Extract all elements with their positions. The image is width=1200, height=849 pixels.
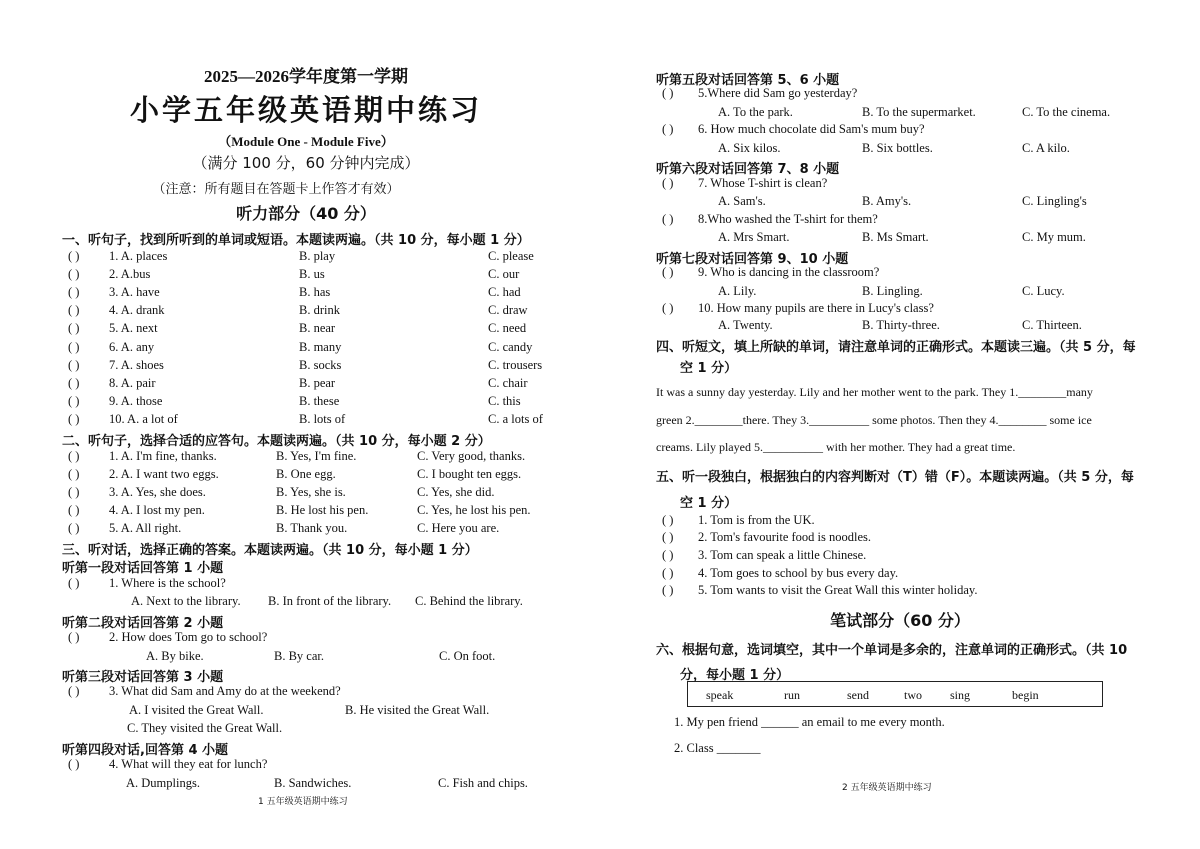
option-a: A. By bike. (146, 649, 204, 663)
part5-title-cont: 空 1 分） (680, 496, 738, 511)
part6-title: 六、根据句意，选词填空，其中一个单词是多余的，注意单词的正确形式。（共 10 (656, 643, 1128, 658)
option-c: C. My mum. (1022, 230, 1086, 244)
option-c: C. I bought ten eggs. (417, 467, 522, 481)
option-b: B. Six bottles. (862, 141, 933, 155)
option-b: B. Thank you. (276, 521, 348, 535)
passage-line: It was a sunny day yesterday. Lily and her mother went to the park. They 1.________many (656, 385, 1093, 399)
question: 5.Where did Sam go yesterday? (698, 86, 858, 100)
option-c: C. To the cinema. (1022, 105, 1111, 119)
answer-bracket[interactable]: ( ) (662, 265, 674, 279)
statement: 3. Tom can speak a little Chinese. (698, 548, 867, 562)
option-b: B. By car. (274, 649, 324, 663)
dialogue-label: 听第三段对话回答第 3 小题 (62, 670, 224, 685)
option-b: B. us (299, 267, 325, 281)
option-b: B. Lingling. (862, 284, 923, 298)
option-a: 2. A. I want two eggs. (109, 467, 219, 481)
option-a: A. Sam's. (718, 194, 766, 208)
word-bank-item: sing (950, 688, 971, 702)
answer-bracket[interactable]: ( ) (662, 548, 674, 562)
option-c: C. had (488, 285, 521, 299)
answer-bracket[interactable]: ( ) (68, 303, 80, 317)
option-c: C. Lingling's (1022, 194, 1087, 208)
dialogue-label: 听第四段对话,回答第 4 小题 (62, 743, 229, 758)
answer-bracket[interactable]: ( ) (68, 285, 80, 299)
answer-bracket[interactable]: ( ) (68, 630, 80, 644)
answer-bracket[interactable]: ( ) (68, 503, 80, 517)
option-a: A. Next to the library. (131, 594, 241, 608)
option-a: A. Lily. (718, 284, 757, 298)
option-b: B. lots of (299, 412, 346, 426)
option-a: 5. A. next (109, 321, 158, 335)
option-b: B. To the supermarket. (862, 105, 976, 119)
part6-title-cont: 分，每小题 1 分） (680, 668, 790, 683)
option-c: C. Thirteen. (1022, 318, 1082, 332)
answer-bracket[interactable]: ( ) (68, 467, 80, 481)
page-footer: 1 五年级英语期中练习 (258, 797, 348, 807)
option-c: C. trousers (488, 358, 543, 372)
option-b: B. these (299, 394, 340, 408)
option-a: 5. A. All right. (109, 521, 182, 535)
option-a: 6. A. any (109, 340, 155, 354)
answer-bracket[interactable]: ( ) (68, 358, 80, 372)
option-b: B. He visited the Great Wall. (345, 703, 490, 717)
fill-sentence: 2. Class _______ (674, 741, 761, 755)
answer-bracket[interactable]: ( ) (68, 576, 80, 590)
answer-bracket[interactable]: ( ) (68, 521, 80, 535)
part5-title: 五、听一段独白，根据独白的内容判断对（T）错（F）。本题读两遍。（共 5 分，每 (656, 470, 1134, 485)
option-a: 4. A. drank (109, 303, 165, 317)
option-a: 1. A. I'm fine, thanks. (109, 449, 217, 463)
question: 9. Who is dancing in the classroom? (698, 265, 880, 279)
option-b: B. pear (299, 376, 336, 390)
answer-bracket[interactable]: ( ) (68, 394, 80, 408)
part2-title: 二、听句子，选择合适的应答句。本题读两遍。（共 10 分，每小题 2 分） (62, 434, 491, 449)
passage-line: green 2.________there. They 3.__________ some photos. Then they 4.________ some ice (656, 413, 1092, 427)
option-c: C. A kilo. (1022, 141, 1070, 155)
answer-bracket[interactable]: ( ) (68, 757, 80, 771)
option-a: 3. A. have (109, 285, 160, 299)
option-c: C. Yes, she did. (417, 485, 495, 499)
statement: 5. Tom wants to visit the Great Wall this winter holiday. (698, 583, 978, 597)
notice: （注意：所有题目在答题卡上作答才有效） (152, 182, 400, 197)
part3-title: 三、听对话，选择正确的答案。本题读两遍。（共 10 分，每小题 1 分） (62, 543, 478, 558)
word-bank-item: speak (706, 688, 734, 702)
question: 3. What did Sam and Amy do at the weekend? (109, 684, 341, 698)
answer-bracket[interactable]: ( ) (68, 249, 80, 263)
passage-line: creams. Lily played 5.__________ with her mother. They had a great time. (656, 440, 1016, 454)
word-bank-item: send (847, 688, 869, 702)
page-title: 小学五年级英语期中练习 (129, 93, 483, 127)
option-c: C. please (488, 249, 534, 263)
option-c: C. chair (488, 376, 528, 390)
statement: 2. Tom's favourite food is noodles. (698, 530, 872, 544)
option-a: A. Twenty. (718, 318, 773, 332)
option-c: C. Yes, he lost his pen. (417, 503, 531, 517)
dialogue-label: 听第一段对话回答第 1 小题 (62, 561, 224, 576)
school-year: 2025—2026学年度第一学期 (204, 67, 408, 86)
answer-bracket[interactable]: ( ) (68, 376, 80, 390)
option-a: 8. A. pair (109, 376, 156, 390)
option-b: B. many (299, 340, 342, 354)
option-c: C. draw (488, 303, 528, 317)
option-b: B. Ms Smart. (862, 230, 929, 244)
answer-bracket[interactable]: ( ) (662, 122, 674, 136)
option-a: A. Mrs Smart. (718, 230, 790, 244)
answer-bracket[interactable]: ( ) (68, 449, 80, 463)
option-a: 10. A. a lot of (109, 412, 178, 426)
option-b: B. has (299, 285, 331, 299)
option-b: B. Thirty-three. (862, 318, 940, 332)
option-a: 2. A.bus (109, 267, 151, 281)
question: 2. How does Tom go to school? (109, 630, 268, 644)
answer-bracket[interactable]: ( ) (662, 212, 674, 226)
answer-bracket[interactable]: ( ) (68, 321, 80, 335)
question: 10. How many pupils are there in Lucy's class? (698, 301, 934, 315)
option-c: C. They visited the Great Wall. (127, 721, 283, 735)
option-c: C. candy (488, 340, 533, 354)
option-b: B. play (299, 249, 336, 263)
option-c: C. Fish and chips. (438, 776, 528, 790)
option-c: C. Lucy. (1022, 284, 1065, 298)
dialogue-label: 听第七段对话回答第 9、10 小题 (656, 252, 849, 267)
option-b: B. Amy's. (862, 194, 912, 208)
module-range: （Module One - Module Five） (218, 134, 394, 149)
part4-title: 四、听短文，填上所缺的单词，请注意单词的正确形式。本题读三遍。（共 5 分，每 (656, 340, 1136, 355)
option-a: 1. A. places (109, 249, 168, 263)
word-bank-item: two (904, 688, 922, 702)
page-footer: 2 五年级英语期中练习 (842, 783, 932, 793)
answer-bracket[interactable]: ( ) (68, 684, 80, 698)
option-b: B. near (299, 321, 336, 335)
option-b: B. Yes, she is. (276, 485, 346, 499)
dialogue-label: 听第六段对话回答第 7、8 小题 (656, 162, 840, 177)
answer-bracket[interactable]: ( ) (68, 485, 80, 499)
answer-bracket[interactable]: ( ) (662, 530, 674, 544)
question: 8.Who washed the T-shirt for them? (698, 212, 878, 226)
option-c: C. Very good, thanks. (417, 449, 526, 463)
dialogue-label: 听第五段对话回答第 5、6 小题 (656, 73, 840, 88)
word-bank (687, 681, 1103, 707)
written-heading: 笔试部分（60 分） (830, 611, 970, 630)
statement: 4. Tom goes to school by bus every day. (698, 566, 899, 580)
word-bank-item: begin (1012, 688, 1039, 702)
option-c: C. On foot. (439, 649, 496, 663)
answer-bracket[interactable]: ( ) (662, 86, 674, 100)
part1-title: 一、听句子，找到所听到的单词或短语。本题读两遍。（共 10 分，每小题 1 分） (62, 233, 530, 248)
answer-bracket[interactable]: ( ) (68, 412, 80, 426)
answer-bracket[interactable]: ( ) (662, 513, 674, 527)
option-c: C. Behind the library. (415, 594, 523, 608)
option-b: B. drink (299, 303, 340, 317)
option-a: A. I visited the Great Wall. (129, 703, 264, 717)
question: 6. How much chocolate did Sam's mum buy? (698, 122, 925, 136)
option-a: A. Six kilos. (718, 141, 781, 155)
listening-heading: 听力部分（40 分） (236, 204, 376, 223)
answer-bracket[interactable]: ( ) (662, 176, 674, 190)
question: 7. Whose T-shirt is clean? (698, 176, 828, 190)
option-c: C. a lots of (488, 412, 543, 426)
option-b: B. One egg. (276, 467, 336, 481)
option-c: C. need (488, 321, 527, 335)
word-bank-item: run (784, 688, 800, 702)
option-b: B. In front of the library. (268, 594, 392, 608)
question: 1. Where is the school? (109, 576, 226, 590)
option-a: 7. A. shoes (109, 358, 164, 372)
option-a: 4. A. I lost my pen. (109, 503, 205, 517)
option-a: 3. A. Yes, she does. (109, 485, 206, 499)
option-b: B. He lost his pen. (276, 503, 369, 517)
page-right (600, 0, 1200, 849)
answer-bracket[interactable]: ( ) (68, 267, 80, 281)
option-a: 9. A. those (109, 394, 163, 408)
option-b: B. socks (299, 358, 342, 372)
option-a: A. To the park. (718, 105, 793, 119)
answer-bracket[interactable]: ( ) (662, 583, 674, 597)
dialogue-label: 听第二段对话回答第 2 小题 (62, 616, 224, 631)
option-c: C. our (488, 267, 520, 281)
option-c: C. Here you are. (417, 521, 500, 535)
option-c: C. this (488, 394, 521, 408)
answer-bracket[interactable]: ( ) (662, 301, 674, 315)
answer-bracket[interactable]: ( ) (662, 566, 674, 580)
answer-bracket[interactable]: ( ) (68, 340, 80, 354)
score-info: （满分 100 分，60 分钟内完成） (192, 154, 420, 172)
option-b: B. Sandwiches. (274, 776, 352, 790)
fill-sentence: 1. My pen friend ______ an email to me every month. (674, 715, 945, 729)
statement: 1. Tom is from the UK. (698, 513, 815, 527)
option-a: A. Dumplings. (126, 776, 200, 790)
part4-title-cont: 空 1 分） (680, 361, 738, 376)
question: 4. What will they eat for lunch? (109, 757, 268, 771)
option-b: B. Yes, I'm fine. (276, 449, 357, 463)
